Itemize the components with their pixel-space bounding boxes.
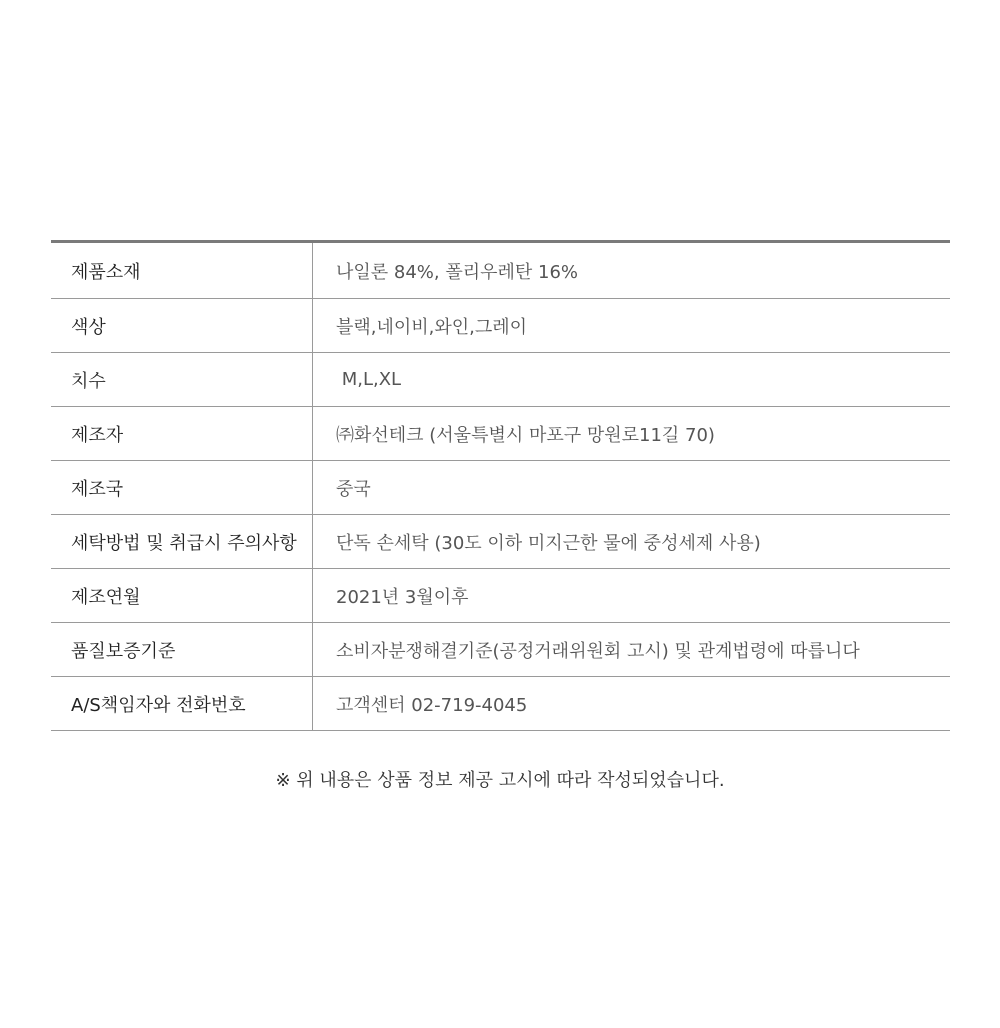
row-label: 제조국 <box>51 461 313 514</box>
row-value: 2021년 3월이후 <box>336 586 469 608</box>
row-label: A/S책임자와 전화번호 <box>51 677 313 730</box>
table-row-country <box>51 461 950 515</box>
row-value: ㈜화선테크 (서울특별시 마포구 망원로11길 70) <box>336 424 715 446</box>
table-row-manufacturer <box>51 407 950 461</box>
row-value: 소비자분쟁해결기준(공정거래위원회 고시) 및 관계법령에 따릅니다 <box>336 640 860 662</box>
table-row-material <box>51 243 950 299</box>
table-row-color <box>51 299 950 353</box>
row-label: 품질보증기준 <box>51 623 313 676</box>
row-label: 제조자 <box>51 407 313 460</box>
row-label: 색상 <box>51 299 313 352</box>
row-value: 블랙,네이비,와인,그레이 <box>336 316 528 338</box>
product-info-table <box>51 240 950 731</box>
table-row-as-contact <box>51 677 950 731</box>
row-label: 세탁방법 및 취급시 주의사항 <box>51 515 313 568</box>
row-value: 고객센터 02-719-4045 <box>336 694 528 716</box>
table-row-care <box>51 515 950 569</box>
table-row-size <box>51 353 950 407</box>
row-value: 중국 <box>336 478 371 500</box>
row-value: 나일론 84%, 폴리우레탄 16% <box>336 261 579 283</box>
row-label: 치수 <box>51 353 313 406</box>
row-value: M,L,XL <box>336 369 402 390</box>
disclosure-notice: ※ 위 내용은 상품 정보 제공 고시에 따라 작성되었습니다. <box>275 770 725 791</box>
table-row-warranty <box>51 623 950 677</box>
row-label: 제품소재 <box>51 243 313 298</box>
table-row-manufacture-date <box>51 569 950 623</box>
row-value: 단독 손세탁 (30도 이하 미지근한 물에 중성세제 사용) <box>336 532 761 554</box>
row-label: 제조연월 <box>51 569 313 622</box>
